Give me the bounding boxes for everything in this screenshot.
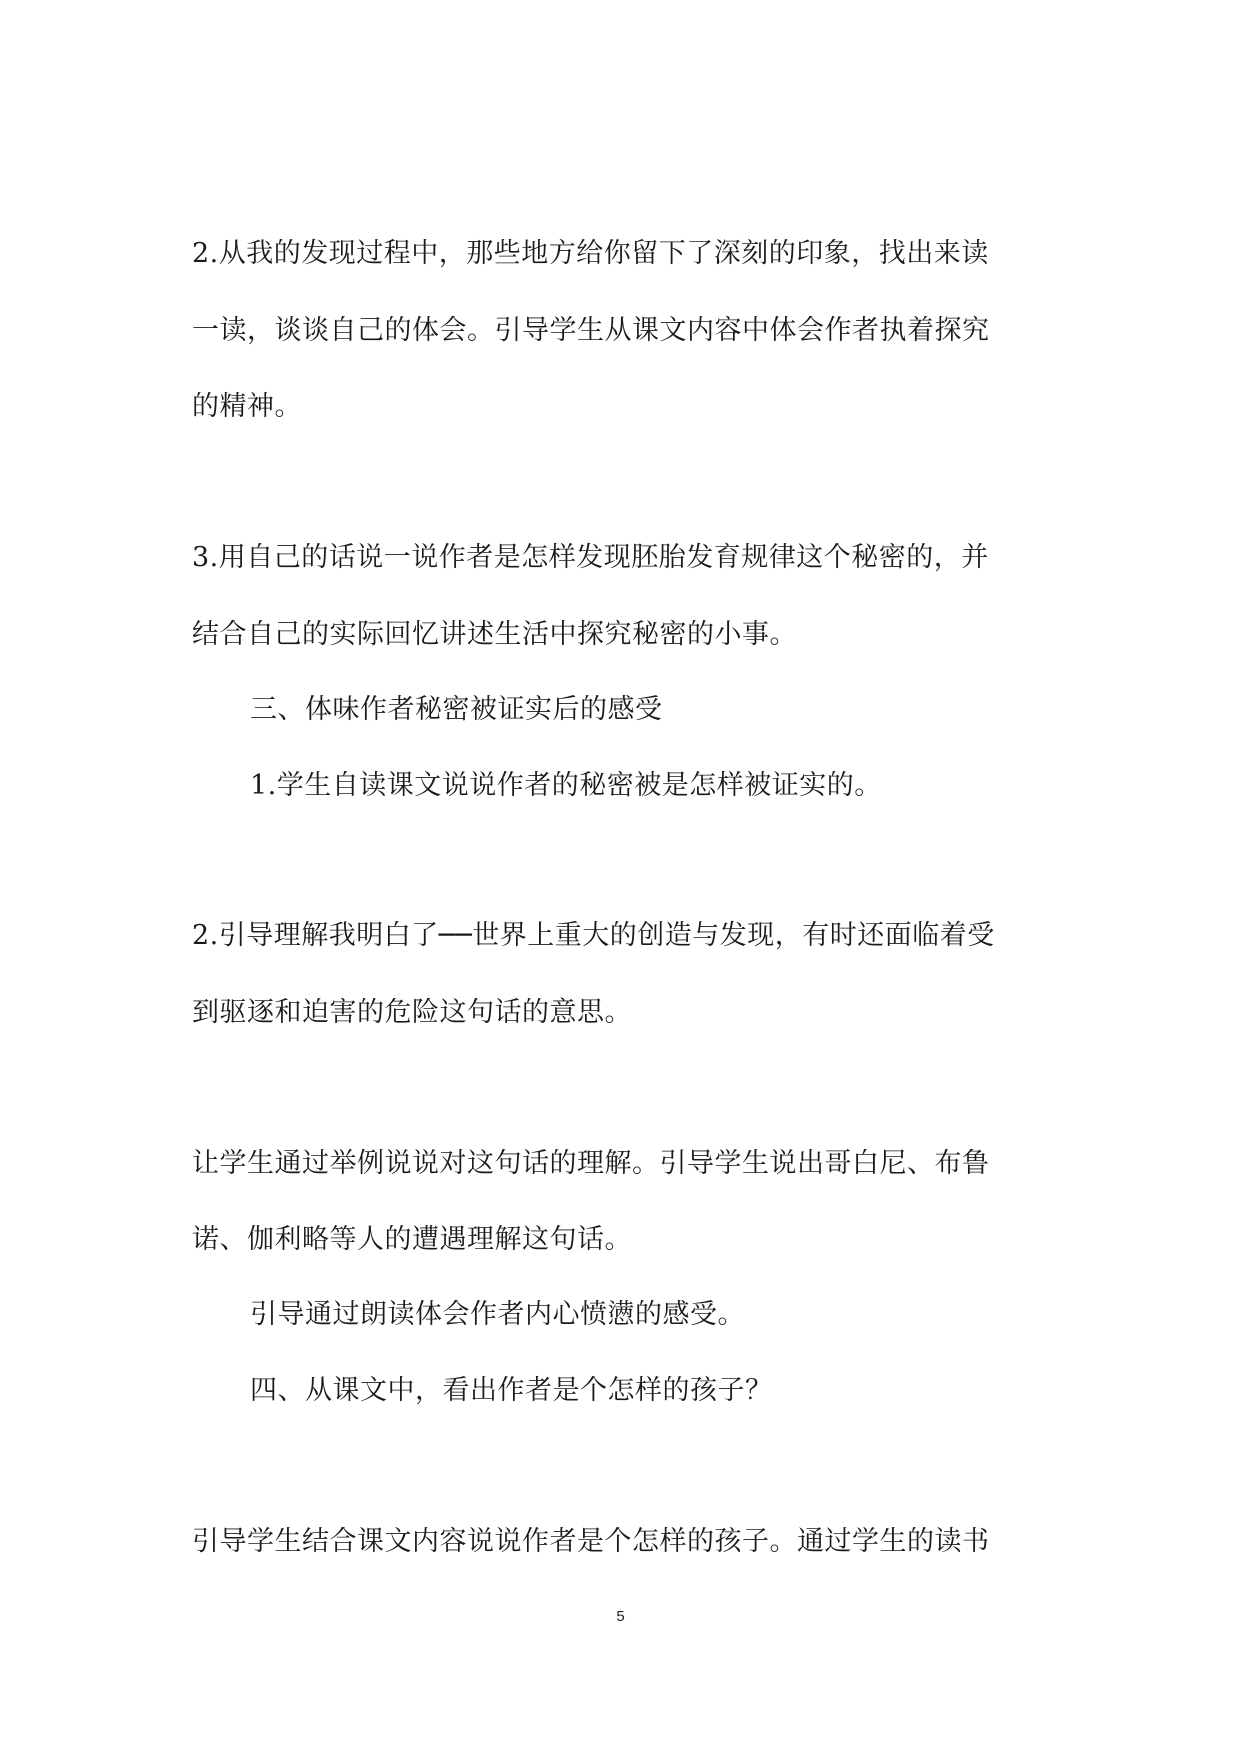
section-heading: 三、体味作者秘密被证实后的感受 <box>250 694 663 725</box>
paragraph-line: 诺、伽利略等人的遭遇理解这句话。 <box>192 1224 632 1255</box>
paragraph-line: 让学生通过举例说说对这句话的理解。引导学生说出哥白尼、布鲁 <box>192 1148 990 1179</box>
section-heading: 四、从课文中，看出作者是个怎样的孩子？ <box>250 1375 773 1406</box>
paragraph-line: 结合自己的实际回忆讲述生活中探究秘密的小事。 <box>192 619 797 650</box>
paragraph-line: 一读，谈谈自己的体会。引导学生从课文内容中体会作者执着探究 <box>192 315 990 346</box>
paragraph-line: 1.学生自读课文说说作者的秘密被是怎样被证实的。 <box>250 770 882 801</box>
page-number: 5 <box>616 1608 625 1625</box>
paragraph-line: 2.引导理解我明白了──世界上重大的创造与发现，有时还面临着受 <box>192 920 995 951</box>
paragraph-line: 2.从我的发现过程中，那些地方给你留下了深刻的印象，找出来读 <box>192 238 989 269</box>
paragraph-line: 的精神。 <box>192 391 302 422</box>
paragraph-line: 引导通过朗读体会作者内心愤懑的感受。 <box>250 1299 745 1330</box>
paragraph-line: 引导学生结合课文内容说说作者是个怎样的孩子。通过学生的读书 <box>192 1526 990 1557</box>
paragraph-line: 到驱逐和迫害的危险这句话的意思。 <box>192 997 632 1028</box>
paragraph-line: 3.用自己的话说一说作者是怎样发现胚胎发育规律这个秘密的，并 <box>192 542 989 573</box>
